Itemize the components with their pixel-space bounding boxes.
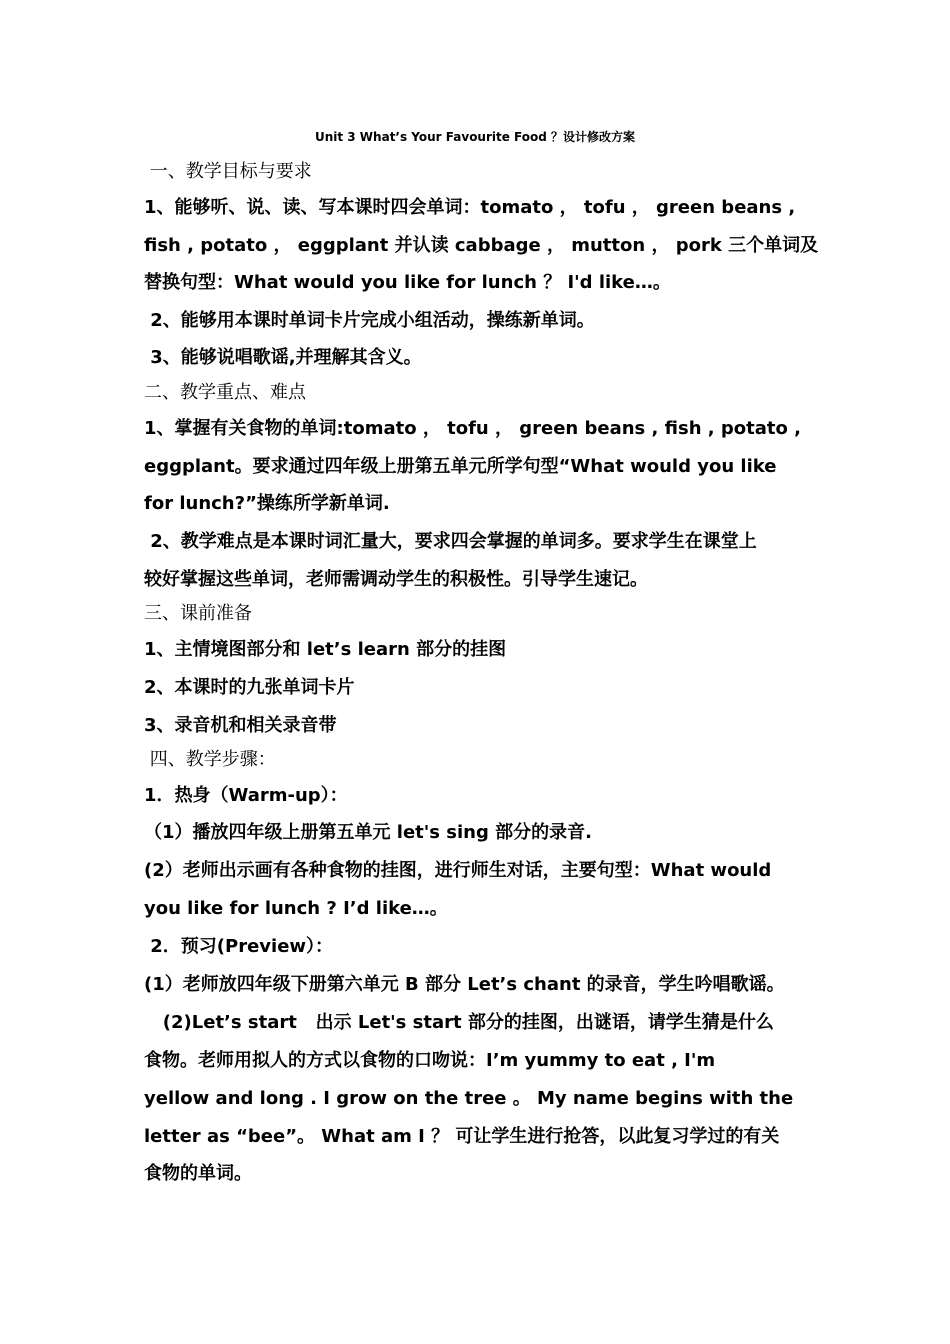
paragraph-line: (2)Let’s start 出示 Let's start 部分的挂图，出谜语，请学生猜是什么: [144, 1012, 774, 1033]
paragraph-line: 2、本课时的九张单词卡片: [144, 677, 355, 698]
paragraph-line: 食物。老师用拟人的方式以食物的口吻说：I’m yummy to eat , I'm: [144, 1050, 716, 1071]
document-title: Unit 3 What’s Your Favourite Food ？设计修改方案: [314, 130, 636, 144]
paragraph-line: yellow and long . I grow on the tree 。 My name begins with the: [144, 1088, 794, 1109]
paragraph-line: for lunch?”操练所学新单词.: [144, 493, 390, 514]
paragraph-line: 替换句型：What would you like for lunch ？ I'd like…。: [144, 272, 671, 293]
section-heading-steps: 四、教学步骤：: [144, 749, 276, 770]
paragraph-line: eggplant。要求通过四年级上册第五单元所学句型“What would you like: [144, 456, 777, 477]
paragraph-line: 3、能够说唱歌谣,并理解其含义。: [144, 347, 422, 368]
paragraph-line: fish , potato ， eggplant 并认读 cabbage ， mutton ， pork 三个单词及: [144, 235, 819, 256]
paragraph-line: 2、教学难点是本课时词汇量大，要求四会掌握的单词多。要求学生在课堂上: [144, 531, 757, 552]
paragraph-line: 食物的单词。: [144, 1163, 252, 1184]
paragraph-line: 2．预习(Preview）：: [144, 936, 334, 957]
paragraph-line: (2）老师出示画有各种食物的挂图，进行师生对话，主要句型：What would: [144, 860, 772, 881]
paragraph-line: 较好掌握这些单词，老师需调动学生的积极性。引导学生速记。: [144, 569, 648, 590]
section-heading-key-points: 二、教学重点、难点: [144, 382, 306, 403]
paragraph-line: 1．热身（Warm-up）：: [144, 785, 348, 806]
paragraph-line: 2、能够用本课时单词卡片完成小组活动，操练新单词。: [144, 310, 595, 331]
paragraph-line: 1、能够听、说、读、写本课时四会单词：tomato ， tofu ， green beans ,: [144, 197, 796, 218]
paragraph-line: （1）播放四年级上册第五单元 let's sing 部分的录音.: [144, 822, 592, 843]
paragraph-line: 3、录音机和相关录音带: [144, 715, 337, 736]
section-heading-preparation: 三、课前准备: [144, 603, 252, 624]
paragraph-line: you like for lunch ? I’d like…。: [144, 898, 448, 919]
paragraph-line: 1、主情境图部分和 let’s learn 部分的挂图: [144, 639, 507, 660]
paragraph-line: (1）老师放四年级下册第六单元 B 部分 Let’s chant 的录音，学生吟唱歌谣。: [144, 974, 785, 995]
paragraph-line: letter as “bee”。 What am I ？ 可让学生进行抢答，以此复习学过的有关: [144, 1126, 780, 1147]
section-heading-objectives: 一、教学目标与要求: [144, 161, 312, 182]
paragraph-line: 1、掌握有关食物的单词:tomato ， tofu ， green beans , fish , potato ,: [144, 418, 801, 439]
